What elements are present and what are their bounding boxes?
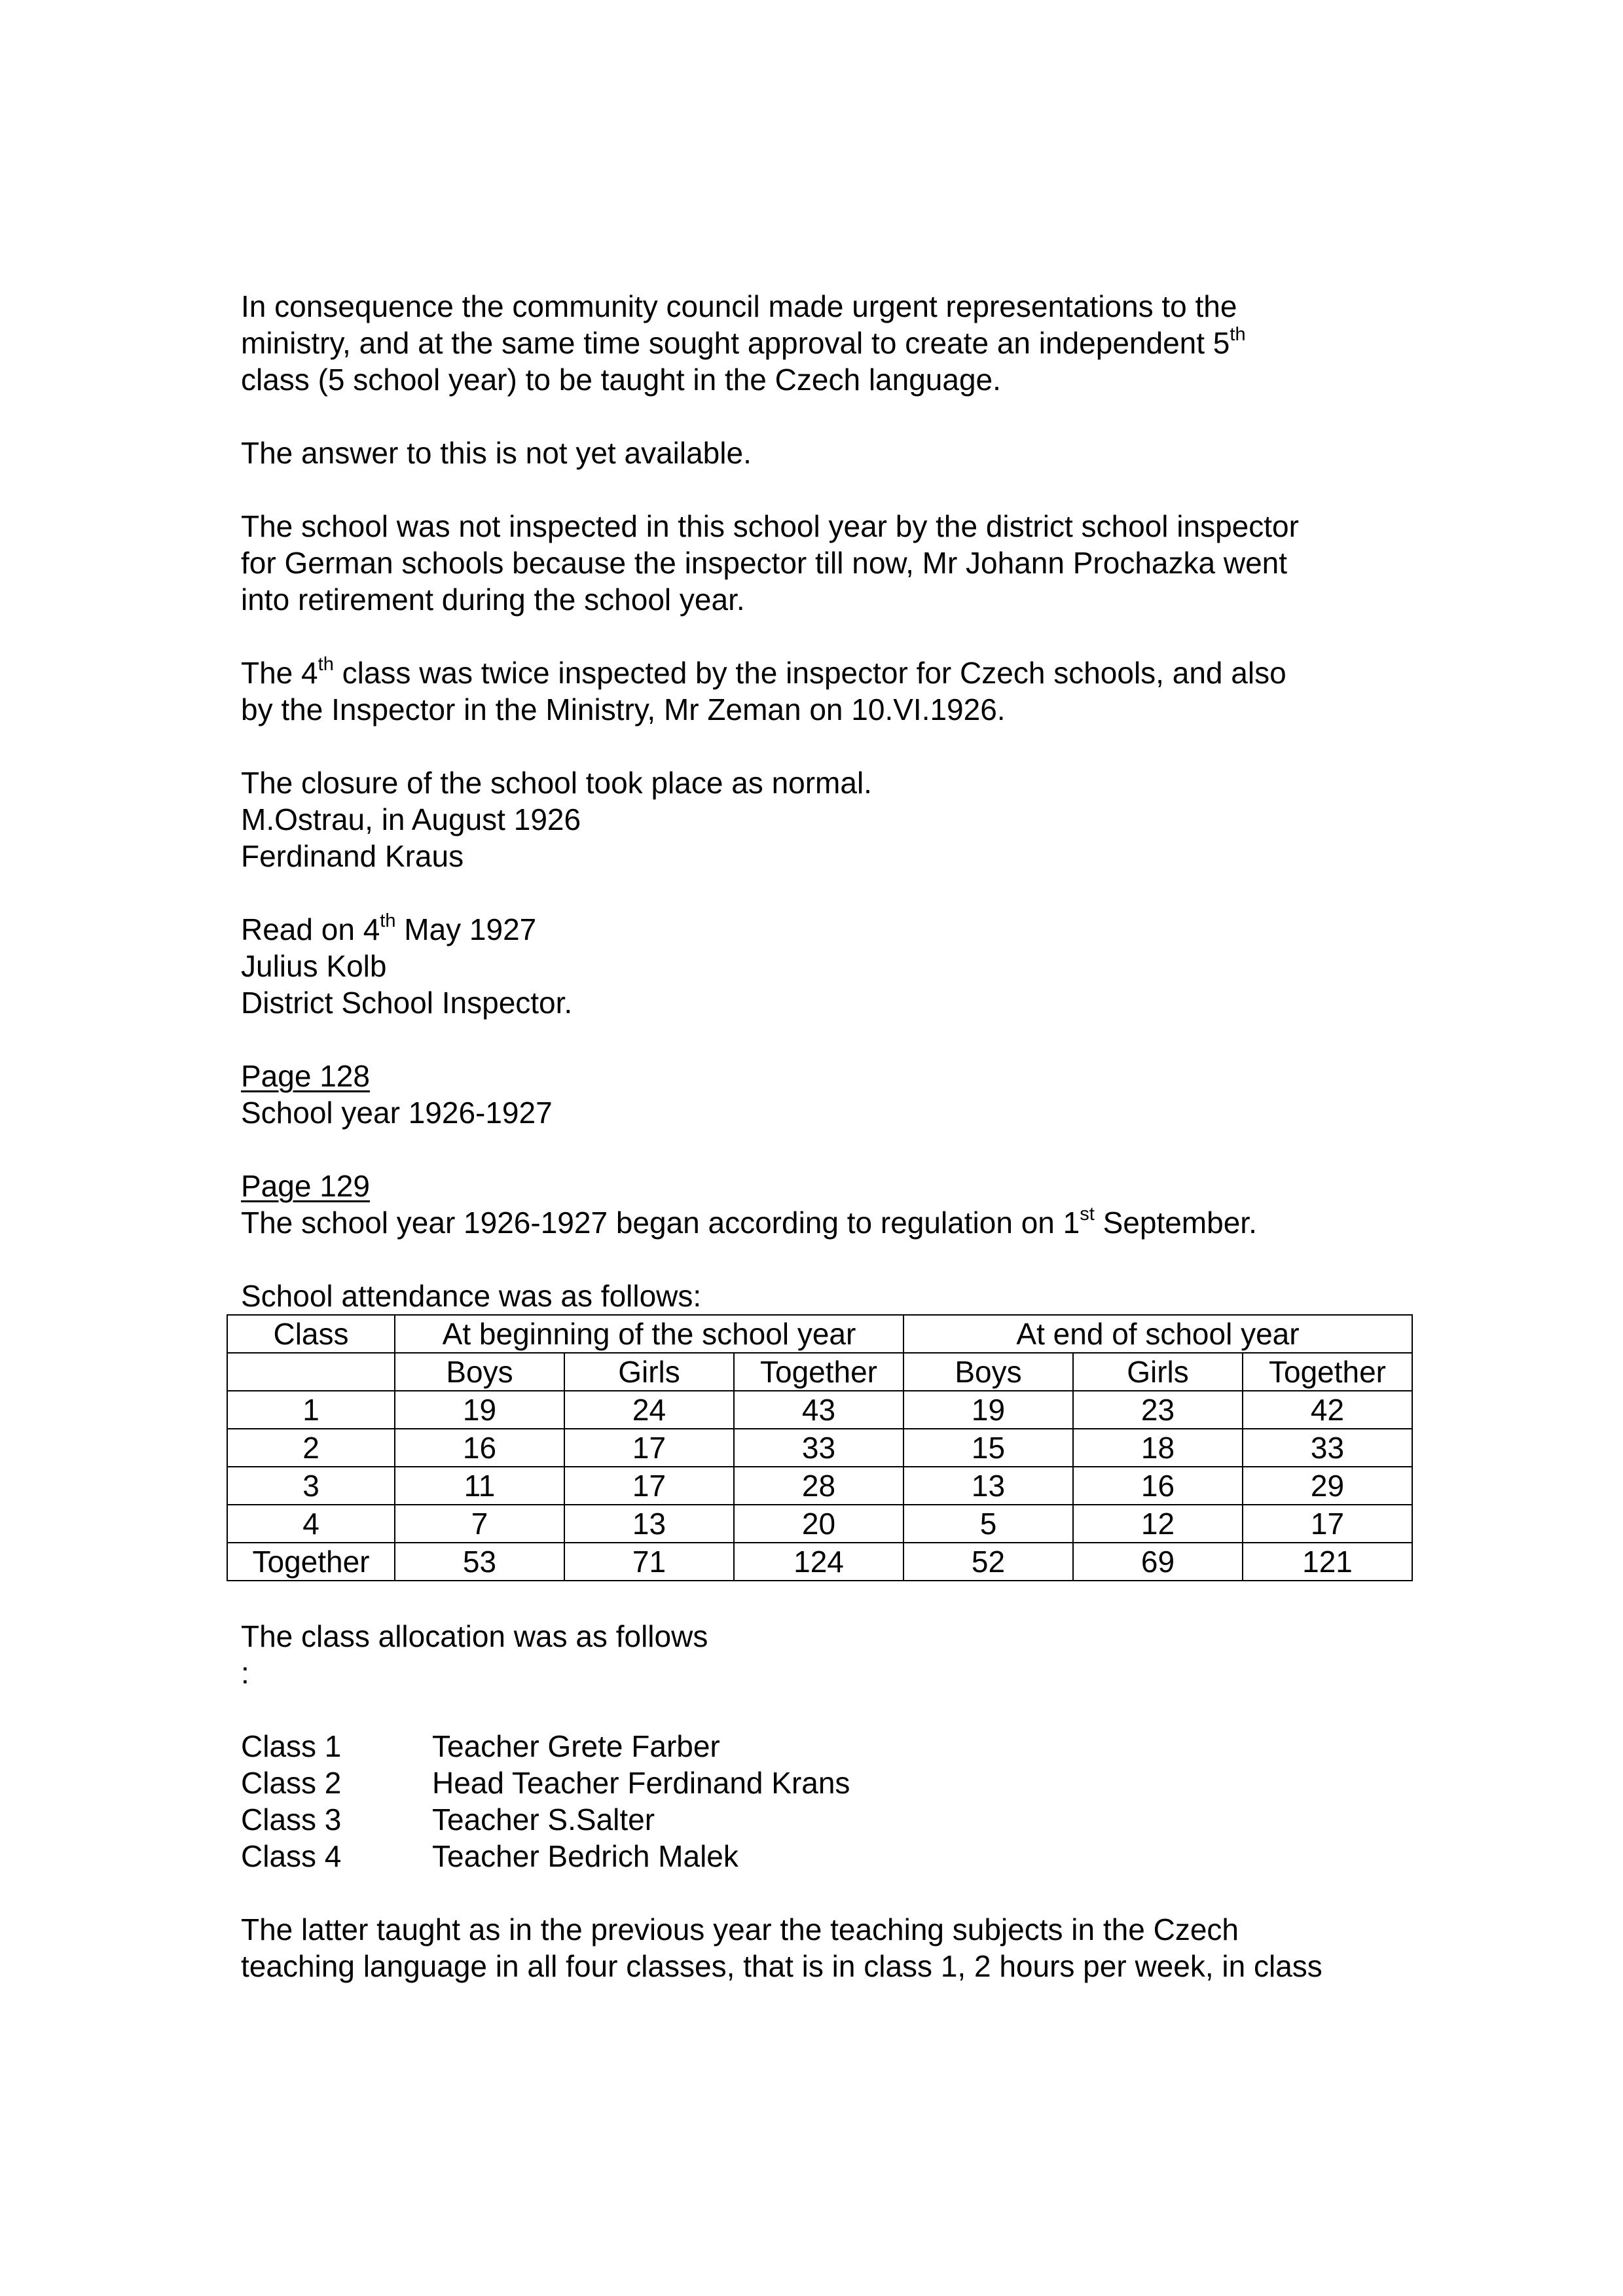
subheader-cell: Together	[1243, 1353, 1412, 1391]
table-cell	[227, 1353, 395, 1391]
text-fragment: The school year 1926-1927 began according to regulation on 1	[241, 1206, 1080, 1240]
table-cell: 17	[564, 1467, 734, 1505]
paragraph-answer	[241, 435, 1406, 471]
table-cell: 15	[903, 1429, 1073, 1467]
text-fragment: ministry, and at the same time sought approval to create an independent 5	[241, 326, 1230, 360]
superscript: th	[318, 653, 334, 675]
subheader-cell: Girls	[1073, 1353, 1243, 1391]
table-cell: 18	[1073, 1429, 1243, 1467]
subheader-cell: Girls	[564, 1353, 734, 1391]
text-line: class (5 school year) to be taught in the Czech language.	[241, 363, 1001, 397]
table-cell: 17	[1243, 1505, 1412, 1543]
text-fragment: May 1927	[395, 912, 537, 946]
attendance-section	[241, 1278, 1406, 1581]
table-row	[227, 1505, 1412, 1543]
table-cell: 71	[564, 1543, 734, 1581]
row-label-cell: 2	[227, 1429, 395, 1467]
table-cell: 20	[734, 1505, 903, 1543]
table-cell: 17	[564, 1429, 734, 1467]
table-cell: 19	[903, 1391, 1073, 1429]
table-subheader-row	[227, 1353, 1412, 1391]
allocation-class: Class 2	[241, 1766, 342, 1800]
text-line: The school was not inspected in this school year by the district school inspector	[241, 509, 1299, 543]
table-cell: 124	[734, 1543, 903, 1581]
allocation-teacher: Head Teacher Ferdinand Krans	[432, 1766, 850, 1800]
subheader-cell: Boys	[903, 1353, 1073, 1391]
text-line	[241, 1204, 1406, 1241]
text-line: District School Inspector.	[241, 986, 573, 1020]
document-body	[241, 288, 1406, 2021]
row-label-cell: Together	[227, 1543, 395, 1581]
text-line: :	[241, 1656, 249, 1690]
paragraph-fourth-class	[241, 655, 1406, 728]
text-line	[241, 325, 1406, 361]
table-cell: 11	[395, 1467, 564, 1505]
table-cell: 13	[564, 1505, 734, 1543]
text-line: In consequence the community council made urgent representations to the	[241, 289, 1237, 323]
header-class: Class	[227, 1315, 395, 1353]
table-cell: 42	[1243, 1391, 1412, 1429]
table-cell: 23	[1073, 1391, 1243, 1429]
table-row	[227, 1429, 1412, 1467]
table-cell: 53	[395, 1543, 564, 1581]
table-cell: 12	[1073, 1505, 1243, 1543]
row-label-cell: 4	[227, 1505, 395, 1543]
paragraph-page-129	[241, 1168, 1406, 1241]
table-row	[227, 1391, 1412, 1429]
signature-name: Ferdinand Kraus	[241, 839, 464, 873]
table-cell: 28	[734, 1467, 903, 1505]
table-cell: 43	[734, 1391, 903, 1429]
table-cell: 33	[1243, 1429, 1412, 1467]
table-header-row	[227, 1315, 1412, 1353]
table-cell: 16	[395, 1429, 564, 1467]
allocation-teacher: Teacher Bedrich Malek	[432, 1839, 739, 1873]
header-beginning: At beginning of the school year	[395, 1315, 903, 1353]
superscript: st	[1080, 1203, 1095, 1225]
class-allocation-list	[241, 1728, 1406, 1874]
page-reference: Page 129	[241, 1169, 370, 1203]
page-reference: Page 128	[241, 1059, 370, 1093]
table-cell: 19	[395, 1391, 564, 1429]
table-total-row	[227, 1543, 1412, 1581]
paragraph-read-on	[241, 911, 1406, 1021]
table-cell: 7	[395, 1505, 564, 1543]
text-line: M.Ostrau, in August 1926	[241, 802, 581, 836]
paragraph-inspection	[241, 508, 1406, 618]
row-label-cell: 3	[227, 1467, 395, 1505]
paragraph-allocation-intro	[241, 1618, 1406, 1691]
superscript: th	[1230, 323, 1246, 345]
text-line: The latter taught as in the previous year the teaching subjects in the Czech	[241, 1912, 1239, 1946]
table-cell: 16	[1073, 1467, 1243, 1505]
allocation-class: Class 4	[241, 1839, 342, 1873]
paragraph-closure	[241, 764, 1406, 874]
table-cell: 52	[903, 1543, 1073, 1581]
paragraph-closing	[241, 1911, 1406, 1984]
text-line: by the Inspector in the Ministry, Mr Zeman on 10.VI.1926.	[241, 692, 1006, 726]
table-cell: 69	[1073, 1543, 1243, 1581]
table-cell: 121	[1243, 1543, 1412, 1581]
subheader-cell: Boys	[395, 1353, 564, 1391]
table-cell: 24	[564, 1391, 734, 1429]
table-cell: 33	[734, 1429, 903, 1467]
text-fragment: Read on 4	[241, 912, 380, 946]
table-cell: 5	[903, 1505, 1073, 1543]
attendance-table	[227, 1314, 1413, 1581]
text-line: The closure of the school took place as normal.	[241, 766, 872, 800]
table-cell: 13	[903, 1467, 1073, 1505]
subheader-cell: Together	[734, 1353, 903, 1391]
table-row	[227, 1467, 1412, 1505]
text-line	[241, 655, 1406, 691]
text-fragment: September.	[1094, 1206, 1257, 1240]
text-line: The class allocation was as follows	[241, 1619, 708, 1653]
text-line: for German schools because the inspector till now, Mr Johann Prochazka went	[241, 546, 1288, 580]
allocation-item	[241, 1801, 1406, 1838]
allocation-class: Class 1	[241, 1729, 342, 1763]
text-line: into retirement during the school year.	[241, 583, 745, 617]
text-line	[241, 911, 1406, 948]
allocation-item	[241, 1838, 1406, 1874]
text-line: teaching language in all four classes, that is in class 1, 2 hours per week, in class	[241, 1949, 1322, 1983]
text-fragment: The 4	[241, 656, 318, 690]
paragraph-page-128	[241, 1058, 1406, 1131]
allocation-item	[241, 1765, 1406, 1801]
allocation-teacher: Teacher S.Salter	[432, 1803, 655, 1837]
allocation-class: Class 3	[241, 1803, 342, 1837]
text-line: School year 1926-1927	[241, 1096, 553, 1130]
row-label-cell: 1	[227, 1391, 395, 1429]
signature-name: Julius Kolb	[241, 949, 387, 983]
allocation-item	[241, 1728, 1406, 1765]
table-cell: 29	[1243, 1467, 1412, 1505]
superscript: th	[380, 910, 396, 931]
header-end: At end of school year	[903, 1315, 1412, 1353]
table-intro: School attendance was as follows:	[241, 1279, 702, 1313]
text-fragment: class was twice inspected by the inspector for Czech schools, and also	[333, 656, 1286, 690]
paragraph-council-representations	[241, 288, 1406, 398]
allocation-teacher: Teacher Grete Farber	[432, 1729, 720, 1763]
text-line: The answer to this is not yet available.	[241, 436, 752, 470]
